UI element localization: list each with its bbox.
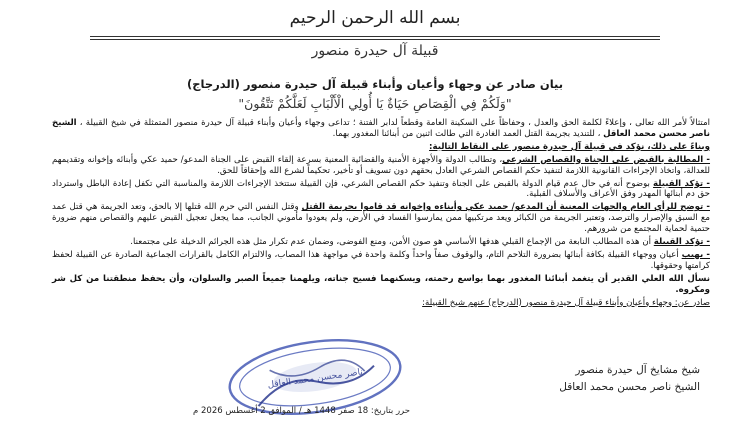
point-item: - يهيب أعيان ووجهاء القبيلة بكافة أبنائها بضرورة التلاحم التام، والوقوف صفاً واحداً وكلمة واحدة في مواجهة هذا المصاب، والالتزام الكامل بالقرارات الجماعية الصادرة عن القبيلة لحفظ كرامتها وحقوقها. <box>52 249 710 271</box>
point-item: - تؤكد القبيلة أن هذه المطالب النابعة من الإجماع القبلي هدفها الأساسي هو صون الأمن، ومنع الفوضى، وضمان عدم تكرار مثل هذه الجرائم الدخيلة على مجتمعنا. <box>130 237 710 248</box>
basmala: بسم الله الرحمن الرحيم <box>289 8 461 28</box>
point-item: - تؤكد القبيلة بوضوح أنه في حال عدم قيام الدولة بالقبض على الجناة وتنفيذ حكم القصاص الشرعي، فإن القبيلة ستتخذ الإجراءات اللازمة والمناسبة التي تكفل إعادة الباطل واسترداد حق دم أبنائها المهدر وفق الأعراف والأسلاف القبلية. <box>52 178 710 200</box>
sheikh-name: الشيخ ناصر محسن محمد العاقل <box>52 118 710 139</box>
issuer-line: صادر عن: وجهاء وأعيان وأبناء قبيلة آل حيدرة منصور (الدرجاج) عنهم شيخ القبيلة: <box>422 297 710 308</box>
header-divider-double <box>90 39 660 40</box>
header-divider <box>90 36 660 37</box>
closing-prayer: نسأل الله العلي القدير أن يتغمد أبنائنا المغدور بهما بواسع رحمته، ويسكنهما فسيح جناته، ويلهمنا جميعاً الصبر والسلوان، وأن يحفظ منطقتنا من كل شر ومكروه. <box>52 273 710 295</box>
statement-body <box>52 118 710 311</box>
signer-title: شيخ مشايخ آل حيدرة منصور <box>575 364 700 376</box>
points-lead: وبناءً على ذلك، نؤكد في قبيلة آل حيدرة منصور على النقاط التالية: <box>429 141 710 152</box>
stamp-text: ناصر محسن محمد العاقل <box>267 367 364 391</box>
tribe-name: قبيلة آل حيدرة منصور <box>311 43 439 59</box>
signer-name: الشيخ ناصر محسن محمد العاقل <box>559 381 700 393</box>
quran-verse: "وَلَكُمْ فِي الْقِصَاصِ حَيَاةٌ يَا أُولِي الْأَلْبَابِ لَعَلَّكُمْ تَتَّقُونَ" <box>238 96 512 111</box>
issue-date: حرر بتاريخ: 18 صفر 1448 هـ / الموافق 2 أغسطس 2026 م <box>193 406 410 416</box>
point-item: - المطالبة بالقبض على الجناة والقصاص الشرعي، وتطالب الدولة والأجهزة الأمنية والقضائية المعنية بسرعة إلقاء القبض على الجناة المدعو/ حميد عكي وأبنائه وإخوانه وتقديمهم للعدالة، واتخاذ الإجراءات القانونية اللازمة لتنفيذ حكم القصاص الشرعي العادل بحقهم دون تسويف أو تأخير، تحكيماً لشرع الله وإحقاقاً للحق. <box>52 154 711 176</box>
intro-paragraph: امتثالاً لأمر الله تعالى ، وإعلاءً لكلمة الحق والعدل ، وحفاظاً على السكينة العامة وقطعاً لدابر الفتنة ؛ تداعى وجهاء وأعيان وأبناء قبيلة آل حيدرة منصور المتمثلة في شيخ القبيلة ، الشيخ ناصر محسن محمد العاقل ، للتنديد بجريمة القتل العمد الغادرة التي طالت اثنين من أبنائنا المغدور بهما. <box>52 118 710 139</box>
point-item: - توضح للرأي العام والجهات المعنية أن المدعو/ حميد عكي وأبناءه وإخوانه قد قاموا بجريمة القتل وقتل النفس التي حرم الله قتلها إلا بالحق، وتعد الجريمة هي قتل عمد مع السبق والإصرار والترصد، وتعتبر الجريمة من الكبائر ويعد مرتكبيها ممن يمارسوا الفساد في الأرض، ولم يعودوا مأموني الجانب، مما يجعل تعجيل القبض عليهم والقصاص منهم ضرورة حتمية لحماية المجتمع من شرورهم. <box>52 202 710 235</box>
statement-title: بيان صادر عن وجهاء وأعيان وأبناء قبيلة آل حيدرة منصور (الدرجاج) <box>186 77 564 91</box>
